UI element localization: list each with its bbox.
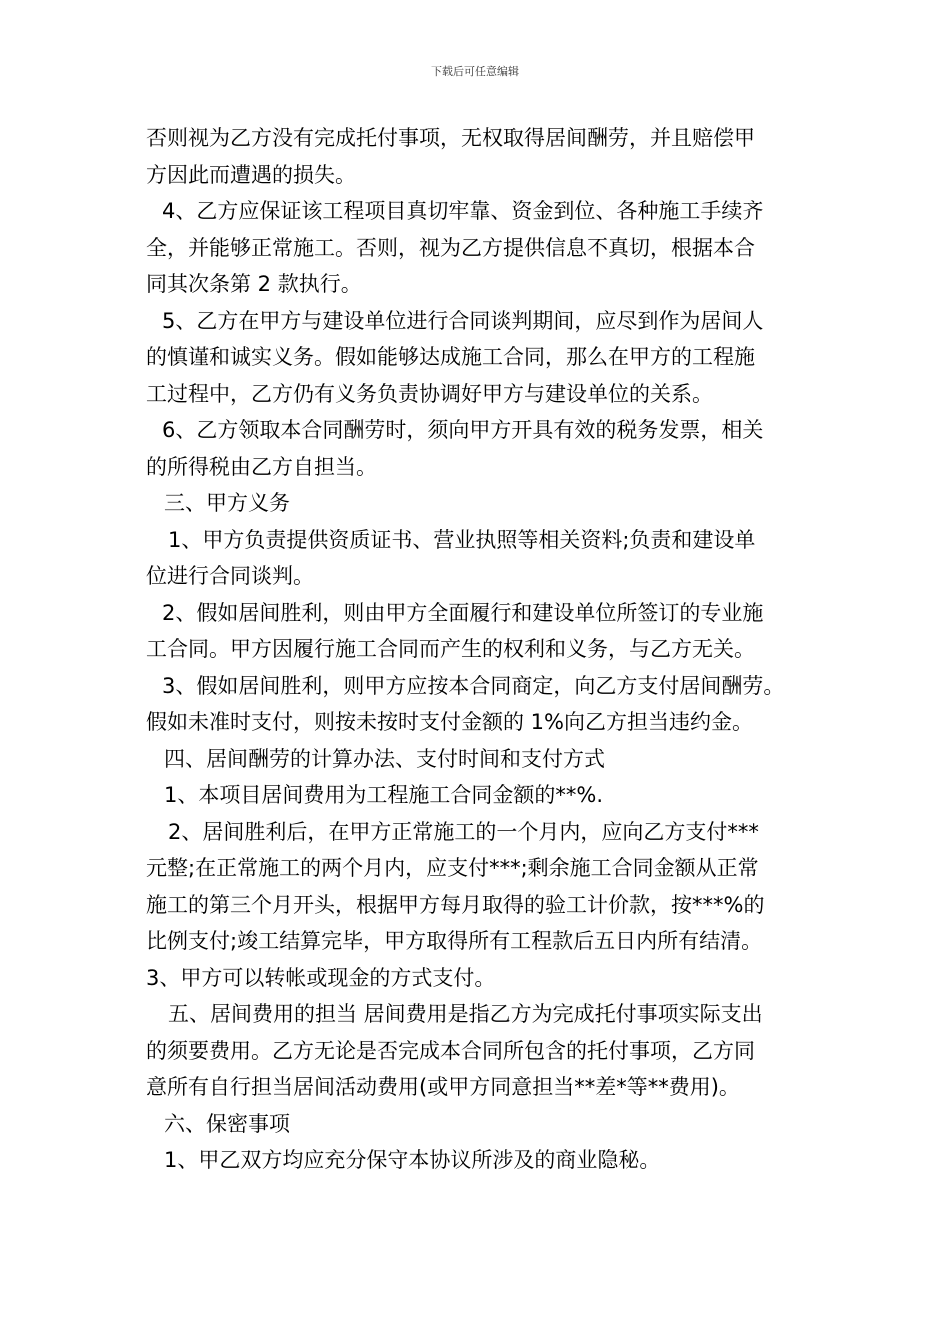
paragraph (146, 193, 816, 303)
paragraph (146, 777, 816, 814)
paragraph-line: 意所有自行担当居间活动费用(或甲方同意担当**差*等**费用)。 (146, 1075, 740, 1099)
paragraph-line: 否则视为乙方没有完成托付事项，无权取得居间酬劳，并且赔偿甲 (146, 126, 755, 150)
paragraph-line: 的须要费用。乙方无论是否完成本合同所包含的托付事项，乙方同 (146, 1038, 755, 1063)
paragraph (146, 996, 816, 1106)
paragraph-line: 2、居间胜利后，在甲方正常施工的一个月内，应向乙方支付*** (168, 819, 759, 844)
paragraph (146, 814, 816, 960)
paragraph (146, 1142, 816, 1179)
document-body (146, 120, 816, 1179)
paragraph-line: 工过程中，乙方仍有义务负责协调好甲方与建设单位的关系。 (146, 381, 713, 406)
paragraph (146, 485, 816, 522)
paragraph-line: 三、甲方义务 (164, 491, 290, 515)
paragraph-line: 6、乙方领取本合同酬劳时，须向甲方开具有效的税务发票，相关 (162, 418, 764, 442)
paragraph (146, 120, 816, 193)
paragraph-line: 1、甲乙双方均应充分保守本协议所涉及的商业隐秘。 (164, 1148, 661, 1172)
paragraph-line: 1、本项目居间费用为工程施工合同金额的**%. (164, 783, 603, 807)
paragraph-line: 4、乙方应保证该工程项目真切牢靠、资金到位、各种施工手续齐 (162, 199, 764, 223)
paragraph-line: 3、甲方可以转帐或现金的方式支付。 (146, 965, 496, 990)
paragraph (146, 412, 816, 485)
paragraph-line: 施工的第三个月开头，根据甲方每月取得的验工计价款，按***%的 (146, 892, 765, 917)
paragraph-line: 比例支付;竣工结算完毕，甲方取得所有工程款后五日内所有结清。 (146, 929, 763, 953)
paragraph-line: 方因此而遭遇的损失。 (146, 162, 356, 187)
paragraph-line: 的所得税由乙方自担当。 (146, 454, 377, 479)
paragraph (146, 741, 816, 778)
paragraph-line: 元整;在正常施工的两个月内，应支付***;剩余施工合同金额从正常 (146, 856, 759, 880)
paragraph (146, 303, 816, 413)
paragraph-line: 1、甲方负责提供资质证书、营业执照等相关资料;负责和建设单 (168, 527, 756, 552)
paragraph (146, 1106, 816, 1143)
page-header-note: 下载后可任意编辑 (431, 65, 519, 78)
paragraph (146, 668, 816, 741)
paragraph-line: 四、居间酬劳的计算办法、支付时间和支付方式 (164, 746, 605, 771)
paragraph-line: 同其次条第 2 款执行。 (146, 272, 362, 296)
paragraph (146, 960, 816, 997)
paragraph-line: 2、假如居间胜利，则由甲方全面履行和建设单位所签订的专业施 (162, 600, 764, 625)
paragraph-line: 5、乙方在甲方与建设单位进行合同谈判期间，应尽到作为居间人 (162, 308, 764, 333)
paragraph-line: 位进行合同谈判。 (146, 564, 314, 588)
paragraph-line: 假如未准时支付，则按未按时支付金额的 1%向乙方担当违约金。 (146, 710, 753, 734)
paragraph-line: 3、假如居间胜利，则甲方应按本合同商定，向乙方支付居间酬劳。 (162, 673, 785, 698)
paragraph-line: 的慎谨和诚实义务。假如能够达成施工合同，那么在甲方的工程施 (146, 345, 755, 369)
paragraph-line: 工合同。甲方因履行施工合同而产生的权利和义务，与乙方无关。 (146, 637, 755, 661)
paragraph-line: 六、保密事项 (164, 1111, 290, 1136)
paragraph (146, 595, 816, 668)
paragraph (146, 522, 816, 595)
paragraph-line: 五、居间费用的担当 居间费用是指乙方为完成托付事项实际支出 (168, 1002, 763, 1026)
paragraph-line: 全，并能够正常施工。否则，视为乙方提供信息不真切，根据本合 (146, 235, 755, 260)
